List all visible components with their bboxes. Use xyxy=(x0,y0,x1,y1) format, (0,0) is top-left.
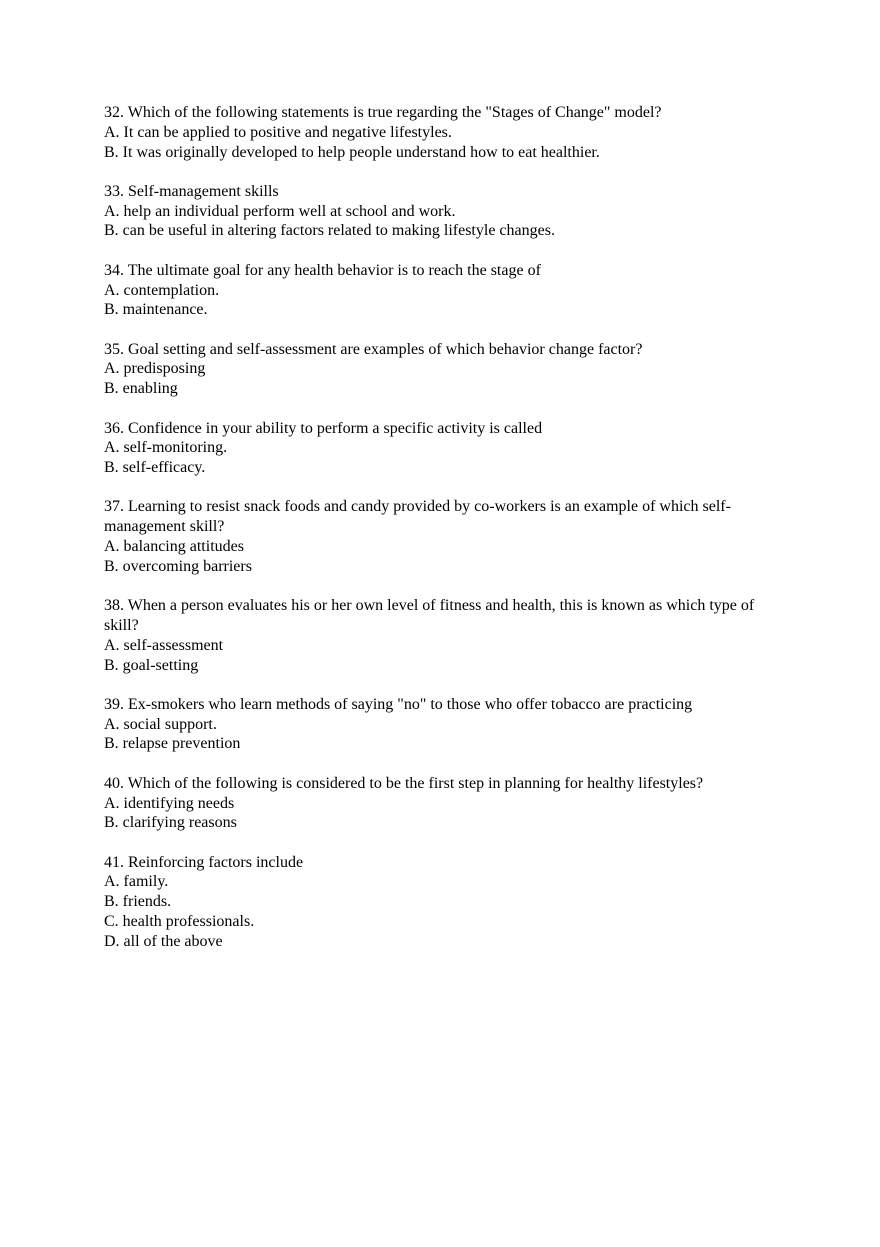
question-38 xyxy=(104,596,764,675)
answer-option: A. identifying needs xyxy=(104,794,235,812)
answer-option: B. relapse prevention xyxy=(104,735,241,753)
question-stem: 34. The ultimate goal for any health behavior is to reach the stage of xyxy=(104,261,541,279)
answer-option: A. contemplation. xyxy=(104,281,220,299)
answer-option: A. It can be applied to positive and negative lifestyles. xyxy=(104,123,452,141)
question-stem: 41. Reinforcing factors include xyxy=(104,853,304,871)
answer-option: B. friends. xyxy=(104,893,172,911)
answer-option: B. It was originally developed to help people understand how to eat healthier. xyxy=(104,143,600,161)
question-41 xyxy=(104,853,764,952)
answer-option: A. predisposing xyxy=(104,360,206,378)
question-stem: 37. Learning to resist snack foods and candy provided by co-workers is an example of which self-management skill? xyxy=(104,498,731,536)
answer-option: B. goal-setting xyxy=(104,656,199,674)
answer-option: A. self-monitoring. xyxy=(104,439,228,457)
answer-option: B. enabling xyxy=(104,380,178,398)
question-stem: 35. Goal setting and self-assessment are examples of which behavior change factor? xyxy=(104,340,643,358)
answer-option: B. self-efficacy. xyxy=(104,459,206,477)
question-list xyxy=(104,103,764,971)
question-stem: 39. Ex-smokers who learn methods of saying "no" to those who offer tobacco are practicing xyxy=(104,695,693,713)
answer-option: A. balancing attitudes xyxy=(104,538,244,556)
question-stem: 33. Self-management skills xyxy=(104,182,279,200)
question-33 xyxy=(104,182,764,241)
question-32 xyxy=(104,103,764,162)
question-39 xyxy=(104,695,764,754)
answer-option: A. help an individual perform well at school and work. xyxy=(104,202,456,220)
answer-option: B. clarifying reasons xyxy=(104,814,237,832)
question-stem: 32. Which of the following statements is true regarding the "Stages of Change" model? xyxy=(104,104,662,121)
answer-option: B. overcoming barriers xyxy=(104,557,252,575)
question-stem: 36. Confidence in your ability to perform a specific activity is called xyxy=(104,419,543,437)
answer-option: D. all of the above xyxy=(104,932,223,950)
question-stem: 40. Which of the following is considered to be the first step in planning for healthy lifestyles? xyxy=(104,774,704,792)
answer-option: B. maintenance. xyxy=(104,301,208,319)
answer-option: A. social support. xyxy=(104,715,217,733)
answer-option: C. health professionals. xyxy=(104,913,255,930)
question-34 xyxy=(104,261,764,320)
question-35 xyxy=(104,340,764,399)
question-37 xyxy=(104,497,764,576)
question-stem: 38. When a person evaluates his or her own level of fitness and health, this is known as which type of skill? xyxy=(104,597,759,634)
answer-option: B. can be useful in altering factors related to making lifestyle changes. xyxy=(104,222,555,240)
question-36 xyxy=(104,419,764,478)
answer-option: A. family. xyxy=(104,873,169,891)
answer-option: A. self-assessment xyxy=(104,636,224,654)
question-40 xyxy=(104,774,764,833)
